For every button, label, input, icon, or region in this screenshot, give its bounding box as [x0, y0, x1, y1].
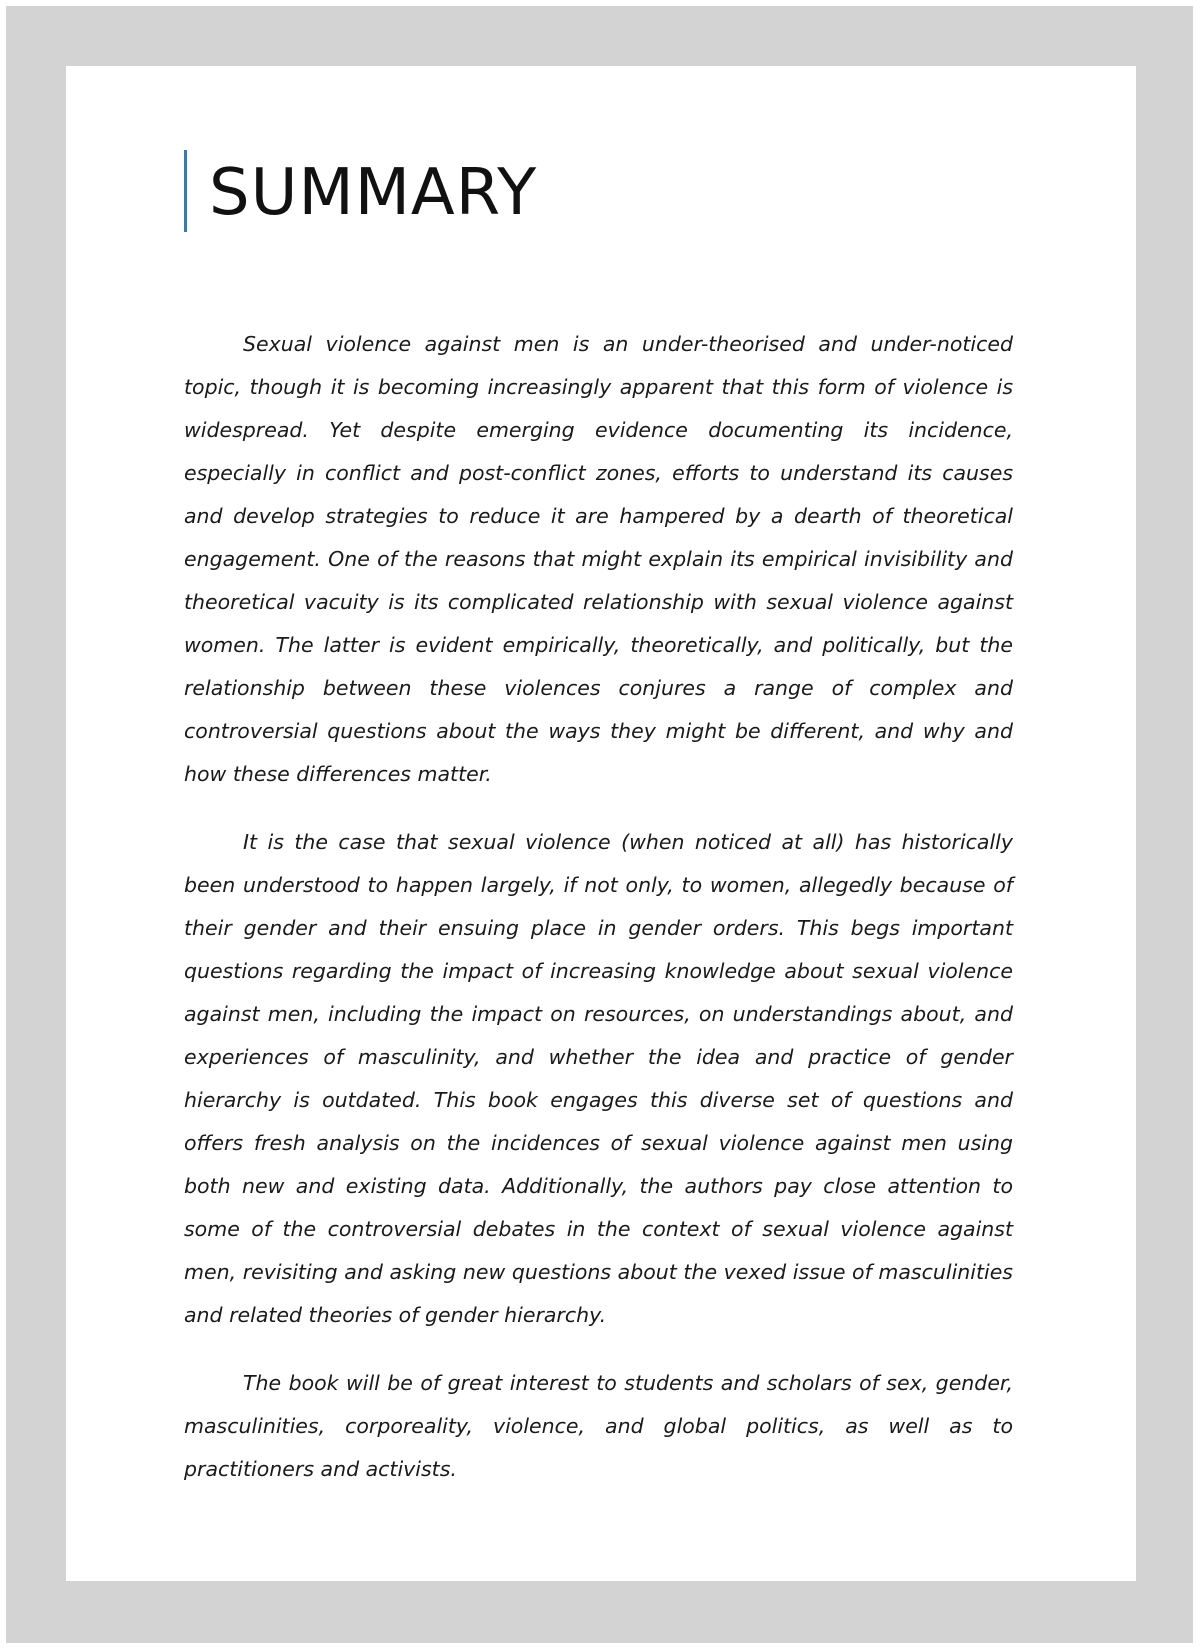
paragraph-2: It is the case that sexual violence (when noticed at all) has historically been understood to happen largely, if not only, to women, allegedly because of their gender and their ensuing place in gender orders. This begs important questions regarding the impact of increasing knowledge about sexual violence against men, including the impact on resources, on understandings about, and experiences of masculinity, and whether the idea and practice of gender hierarchy is outdated. This book engages this diverse set of questions and offers fresh analysis on the incidences of sexual violence against men using both new and existing data. Additionally, the authors pay close attention to some of the controversial debates in the context of sexual violence against men, revisiting and asking new questions about the vexed issue of masculinities and related theories of gender hierarchy. [184, 830, 1013, 1327]
title-accent-bar [184, 150, 187, 232]
page-title: SUMMARY [209, 156, 538, 230]
paragraph-3: The book will be of great interest to students and scholars of sex, gender, masculinities, corporeality, violence, and global politics, as well as to practitioners and activists. [184, 1371, 1013, 1481]
paragraph-1: Sexual violence against men is an under-theorised and under-noticed topic, though it is becoming increasingly apparent that this form of violence is widespread. Yet despite emerging evidence documenting its incidence, especially in conflict and post-conflict zones, efforts to understand its causes and develop strategies to reduce it are hampered by a dearth of theoretical engagement. One of the reasons that might explain its empirical invisibility and theoretical vacuity is its complicated relationship with sexual violence against women. The latter is evident empirically, theoretically, and politically, but the relationship between these violences conjures a range of complex and controversial questions about the ways they might be different, and why and how these differences matter. [184, 332, 1013, 786]
summary-body [184, 323, 1013, 1516]
